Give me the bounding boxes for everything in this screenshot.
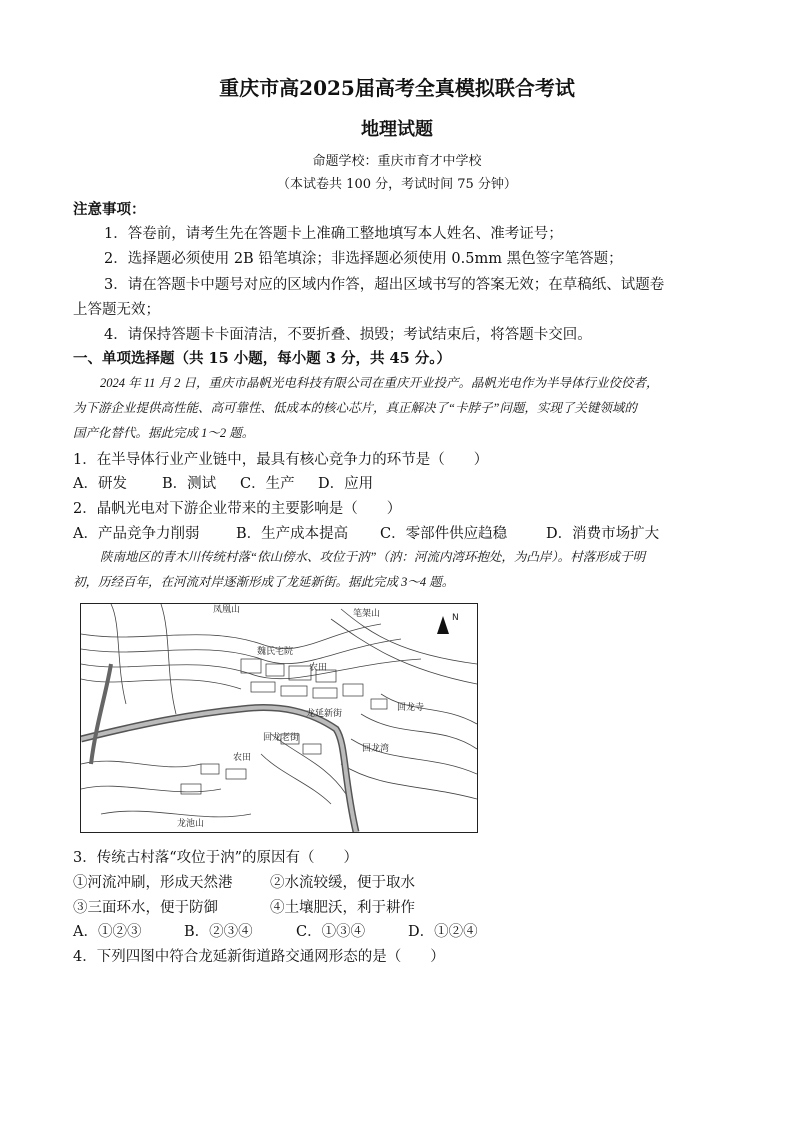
passage-line: 国产化替代。据此完成 1～2 题。 xyxy=(73,426,255,440)
q3-reason: ④土壤肥沃，利于耕作 xyxy=(270,900,415,916)
map-label: 农田 xyxy=(233,753,252,763)
question-3-stem: 3．传统古村落“攻位于汭”的原因有（ ） xyxy=(73,850,359,866)
map-label: 龙延新街 xyxy=(306,709,343,719)
map-label: 回龙寺 xyxy=(397,703,425,713)
north-label: N xyxy=(452,613,459,623)
exam-info: （本试卷共 100 分，考试时间 75 分钟） xyxy=(277,177,517,192)
village-map xyxy=(80,603,478,833)
q3-reason: ②水流较缓，便于取水 xyxy=(270,875,415,891)
map-label: 回龙湾 xyxy=(362,744,390,754)
question-1-stem: 1．在半导体行业产业链中，最具有核心竞争力的环节是（ ） xyxy=(73,452,489,468)
passage-line: 为下游企业提供高性能、高可靠性、低成本的核心芯片，真正解决了“卡脖子”问题，实现了关键领域的 xyxy=(73,401,637,415)
notice-heading: 注意事项： xyxy=(73,201,146,218)
q2-option-c: C．零部件供应趋稳 xyxy=(380,526,508,542)
notice-item: 1．答卷前，请考生先在答题卡上准确工整地填写本人姓名、准考证号； xyxy=(104,226,563,242)
q3-reason: ①河流冲刷，形成天然港 xyxy=(73,875,233,891)
q3-option-c: C．①③④ xyxy=(296,924,366,940)
q1-option-b: B．测试 xyxy=(162,476,217,492)
notice-item: 4．请保持答题卡卡面清洁，不要折叠、损毁；考试结束后，将答题卡交回。 xyxy=(104,327,592,343)
notice-item: 2．选择题必须使用 2B 铅笔填涂；非选择题必须使用 0.5mm 黑色签字笔答题； xyxy=(104,251,623,267)
q3-option-a: A．①②③ xyxy=(73,924,142,940)
passage-line: 陕南地区的青木川传统村落“依山傍水、攻位于汭”（汭：河流内湾环抱处，为凸岸）。村落形成于明 xyxy=(100,550,646,564)
exam-title: 重庆市高2025届高考全真模拟联合考试 xyxy=(219,76,575,100)
map-label: 笔架山 xyxy=(353,609,381,619)
contour-map-svg xyxy=(81,604,477,832)
map-label: 凤凰山 xyxy=(213,605,241,615)
subject-title: 地理试题 xyxy=(361,119,433,140)
map-label: 龙池山 xyxy=(177,819,205,829)
passage-line: 2024 年 11 月 2 日，重庆市晶帆光电科技有限公司在重庆开业投产。晶帆光电作为半导体行业佼佼者， xyxy=(100,376,659,390)
map-label: 魏氏宅院 xyxy=(257,647,294,657)
q2-option-a: A．产品竞争力削弱 xyxy=(73,526,200,542)
q1-option-d: D．应用 xyxy=(318,476,374,492)
map-label: 回龙老街 xyxy=(263,733,300,743)
notice-item: 3．请在答题卡中题号对应的区域内作答，超出区域书写的答案无效；在草稿纸、试题卷 xyxy=(104,277,665,293)
q2-option-b: B．生产成本提高 xyxy=(236,526,349,542)
notice-item: 上答题无效； xyxy=(73,302,160,318)
q1-option-c: C．生产 xyxy=(240,476,295,492)
school-line: 命题学校：重庆市育才中学校 xyxy=(312,154,482,169)
section-heading: 一、单项选择题（共 15 小题，每小题 3 分，共 45 分。） xyxy=(73,350,451,367)
q3-option-b: B．②③④ xyxy=(184,924,253,940)
q2-option-d: D．消费市场扩大 xyxy=(546,526,660,542)
q3-reason: ③三面环水，便于防御 xyxy=(73,900,218,916)
map-label: 农田 xyxy=(309,663,328,673)
q3-option-d: D．①②④ xyxy=(408,924,478,940)
question-2-stem: 2．晶帆光电对下游企业带来的主要影响是（ ） xyxy=(73,501,402,517)
q1-option-a: A．研发 xyxy=(73,476,127,492)
passage-line: 初，历经百年，在河流对岸逐渐形成了龙延新街。据此完成 3～4 题。 xyxy=(73,575,455,589)
question-4-stem: 4．下列四图中符合龙延新街道路交通网形态的是（ ） xyxy=(73,949,445,965)
